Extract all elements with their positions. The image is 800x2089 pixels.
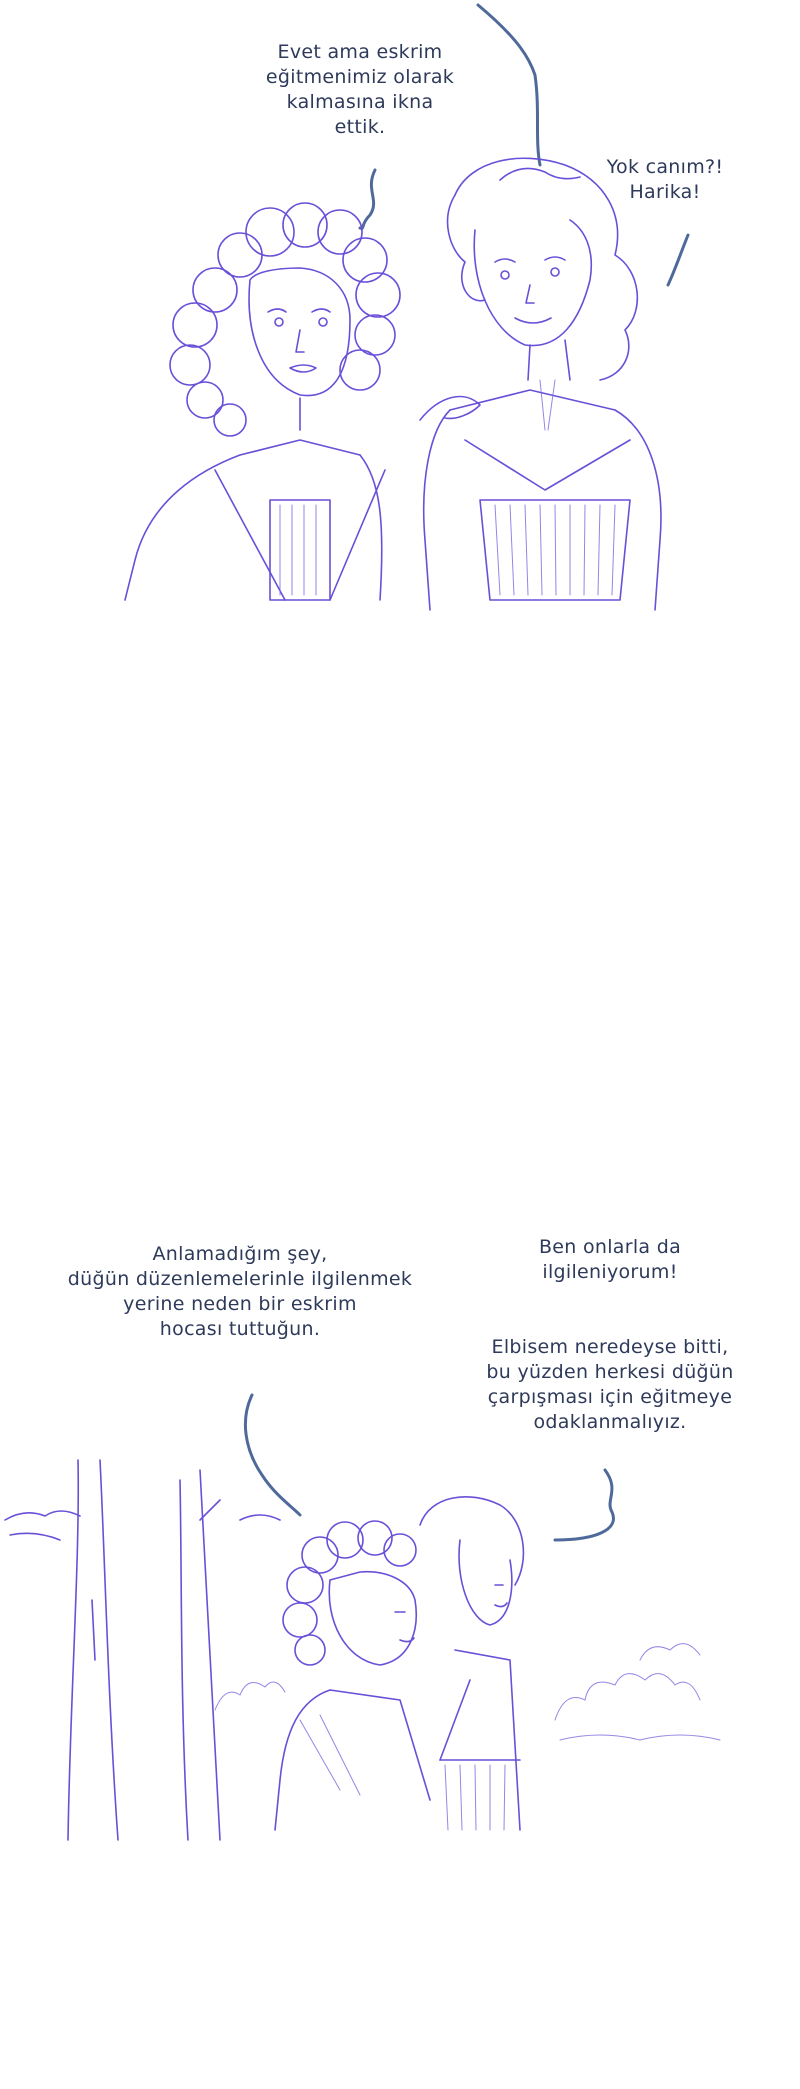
speech-line: hocası tuttuğun.: [159, 1318, 321, 1340]
speech-line: Anlamadığım şey,: [152, 1243, 328, 1265]
speech-line: Harika!: [629, 181, 701, 203]
speech-line: bu yüzden herkesi düğün: [486, 1361, 734, 1383]
speech-tail: [245, 1395, 300, 1515]
speech-tail: [555, 1470, 613, 1540]
speech-line: eğitmenimiz olarak: [265, 66, 455, 88]
speech-line: odaklanmalıyız.: [533, 1411, 687, 1433]
speech-line: Yok canım?!: [606, 156, 724, 178]
bushes: [215, 1644, 720, 1740]
speech-line: çarpışması için eğitmeye: [487, 1386, 733, 1408]
characters-walking: [275, 1497, 523, 1830]
speech-line: kalmasına ikna: [286, 91, 434, 113]
speech-line: ilgileniyorum!: [542, 1261, 678, 1283]
speech-line: düğün düzenlemelerinle ilgilenmek: [67, 1268, 413, 1290]
speech-line: ettik.: [334, 116, 386, 138]
speech-line: Elbisem neredeyse bitti,: [491, 1336, 729, 1358]
speech-line: yerine neden bir eskrim: [123, 1293, 357, 1315]
tree-trunks: [5, 1460, 280, 1840]
speech-line: Evet ama eskrim: [277, 41, 443, 63]
speech-line: Ben onlarla da: [538, 1236, 682, 1258]
